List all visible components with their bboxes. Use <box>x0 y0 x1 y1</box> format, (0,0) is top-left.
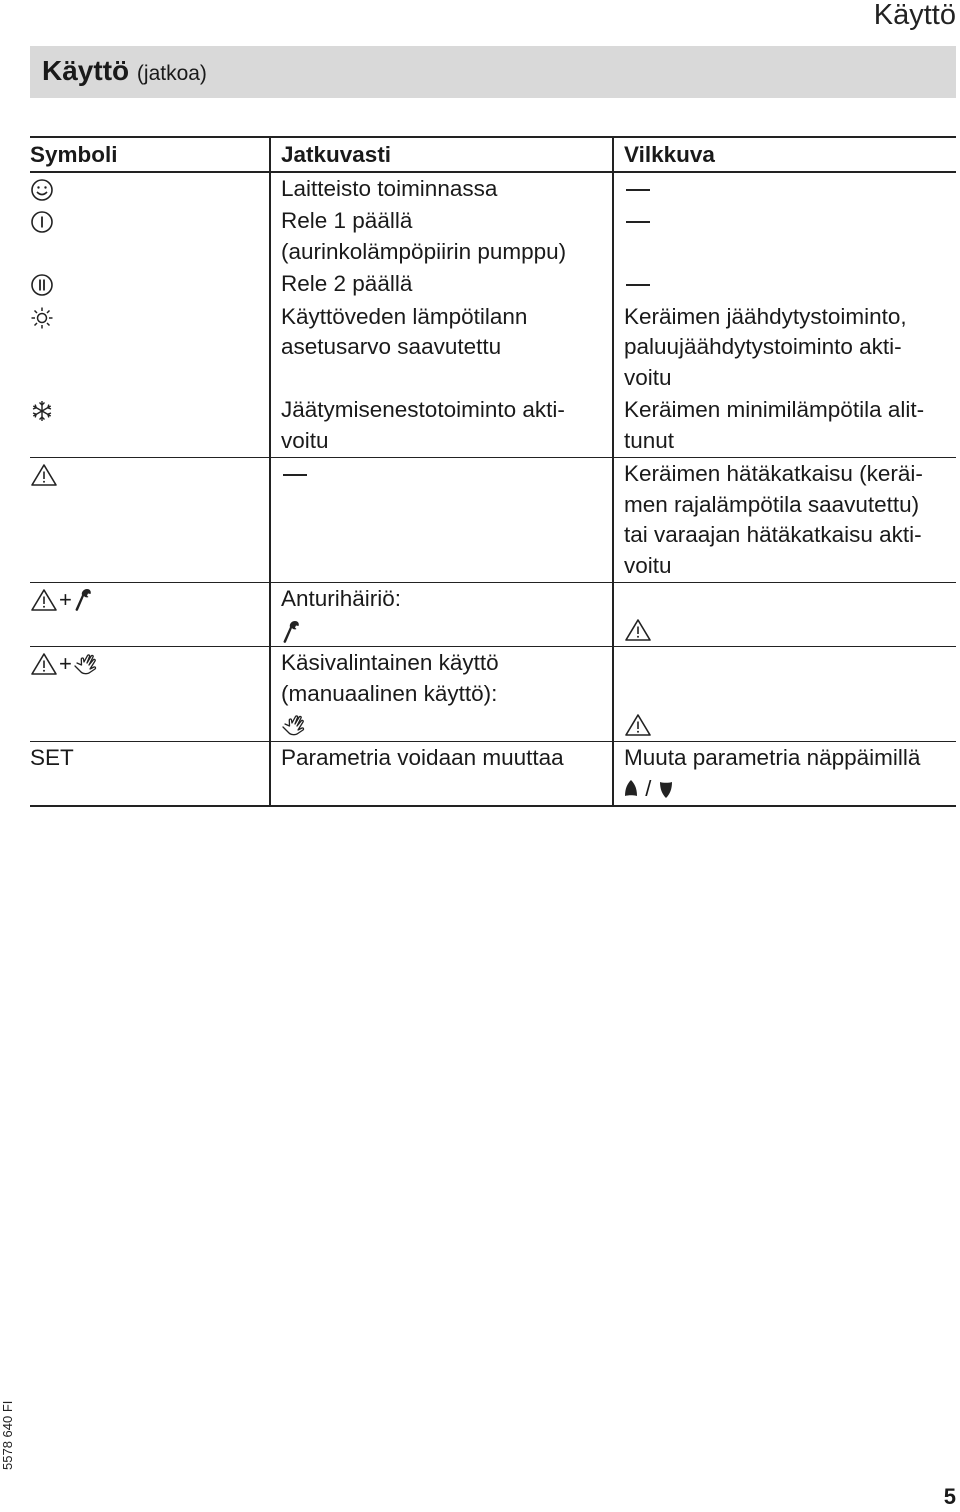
up-key-icon <box>624 779 638 799</box>
sun-icon <box>30 306 54 330</box>
row-blinking-line-2: men rajalämpötila saavutettu) <box>624 491 920 517</box>
relay-1-icon <box>30 210 54 234</box>
table-row <box>30 301 956 395</box>
row-blinking-line-2: tunut <box>624 427 675 453</box>
row-blinking-line-1: Keräimen jäähdytystoiminto, <box>624 303 907 329</box>
row-blinking-text: Muuta parametria näppäimillä <box>624 744 921 770</box>
dash-mark <box>626 189 650 191</box>
page-number: 5 <box>943 1484 956 1509</box>
row-blinking-line-1: Keräimen minimilämpötila alit- <box>624 397 925 422</box>
row-blinking-line-4: voitu <box>624 552 672 578</box>
row-continuous-line-1: Jäätymisenestotoiminto akti- <box>281 397 565 422</box>
warning-icon <box>30 588 58 612</box>
row-continuous-text: Laitteisto toiminnassa <box>270 172 613 206</box>
plus-sign: + <box>59 586 72 612</box>
dash-mark <box>283 474 307 476</box>
hand-icon <box>281 713 307 737</box>
row-continuous-text: Parametria voidaan muuttaa <box>270 741 613 806</box>
running-head-title: Käyttö <box>873 0 956 31</box>
section-header <box>30 46 956 98</box>
column-header-continuous: Jatkuvasti <box>270 137 613 172</box>
table-row <box>30 458 956 583</box>
row-continuous-line-1: Rele 1 päällä <box>281 208 413 233</box>
warning-icon <box>30 463 58 487</box>
dash-mark <box>626 284 650 286</box>
table-row <box>30 583 956 647</box>
row-continuous-line-1: Käyttöveden lämpötilann <box>281 303 528 329</box>
smiley-icon <box>30 178 54 202</box>
warning-icon <box>30 652 58 676</box>
column-header-blinking: Vilkkuva <box>613 137 956 172</box>
table-row <box>30 172 956 206</box>
table-row <box>30 205 956 268</box>
row-continuous-text: Anturihäiriö: <box>281 586 402 611</box>
table-row <box>30 741 956 806</box>
row-continuous-line-1: Käsivalintainen käyttö <box>281 650 499 676</box>
row-blinking-line-1: Keräimen hätäkatkaisu (keräi- <box>624 461 923 486</box>
table-header-row <box>30 137 956 172</box>
warning-icon <box>624 618 652 642</box>
document-code: 5578 640 FI <box>0 1400 15 1470</box>
row-continuous-line-2: (aurinkolämpöpiirin pumppu) <box>281 238 567 264</box>
hand-icon <box>73 652 99 676</box>
relay-2-icon <box>30 273 54 297</box>
row-continuous-line-2: asetusarvo saavutettu <box>281 334 502 359</box>
section-subtitle: (jatkoa) <box>136 62 207 85</box>
snowflake-icon <box>30 399 54 423</box>
row-continuous-line-2: voitu <box>281 427 329 453</box>
wrench-icon <box>73 587 93 613</box>
row-blinking-line-2: paluujäähdytystoiminto akti- <box>624 334 902 359</box>
row-blinking-line-3: tai varaajan hätäkatkaisu akti- <box>624 522 922 547</box>
row-continuous-text: Rele 2 päällä <box>270 268 613 301</box>
warning-icon <box>624 713 652 737</box>
row-continuous-line-2: (manuaalinen käyttö): <box>281 680 498 706</box>
table-row <box>30 268 956 301</box>
row-symbol-text: SET <box>30 744 74 770</box>
key-separator: / <box>645 775 652 801</box>
section-title: Käyttö (jatkoa) <box>42 55 207 86</box>
column-header-symbol: Symboli <box>30 142 118 167</box>
plus-sign: + <box>59 650 72 676</box>
symbol-table <box>30 136 956 807</box>
down-key-icon <box>659 779 673 799</box>
row-blinking-line-3: voitu <box>624 364 672 390</box>
table-row <box>30 647 956 742</box>
table-row <box>30 394 956 458</box>
wrench-icon <box>281 619 301 645</box>
dash-mark <box>626 221 650 223</box>
